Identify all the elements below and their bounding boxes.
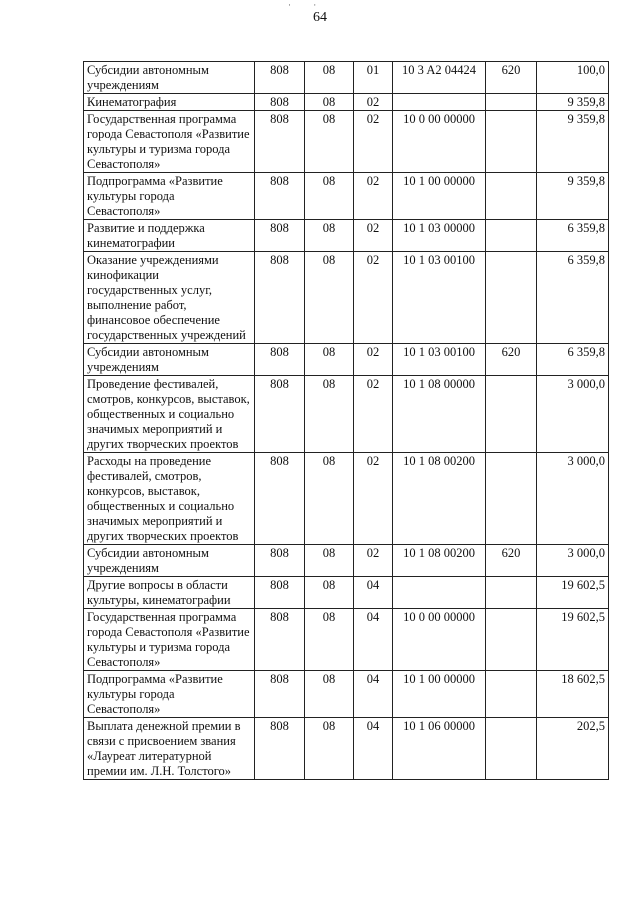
cell-section: 08 [305,718,354,780]
cell-section: 08 [305,220,354,252]
table-row [84,609,609,671]
table-row [84,577,609,609]
budget-table [83,61,609,780]
cell-section: 08 [305,609,354,671]
table-row [84,111,609,173]
cell-ministry-code: 808 [255,453,305,545]
cell-name: Проведение фестивалей, смотров, конкурсов, выставок, общественных и социально значимых мероприятий и других творческих проектов [84,376,255,453]
cell-name: Государственная программа города Севастополя «Развитие культуры и туризма города Севастополя» [84,609,255,671]
table-row [84,252,609,344]
cell-amount: 19 602,5 [537,577,609,609]
cell-section: 08 [305,173,354,220]
cell-ministry-code: 808 [255,62,305,94]
table-row [84,376,609,453]
cell-ministry-code: 808 [255,609,305,671]
cell-ministry-code: 808 [255,220,305,252]
cell-ministry-code: 808 [255,671,305,718]
cell-subsection: 01 [354,62,393,94]
table-row [84,173,609,220]
cell-amount: 3 000,0 [537,376,609,453]
page-number: 64 [313,10,327,25]
cell-expense-type [486,111,537,173]
cell-amount: 202,5 [537,718,609,780]
table-row [84,94,609,111]
table-row [84,62,609,94]
cell-expense-type [486,577,537,609]
cell-name: Развитие и поддержка кинематографии [84,220,255,252]
cell-target-article: 10 1 06 00000 [393,718,486,780]
cell-subsection: 02 [354,453,393,545]
cell-target-article: 10 0 00 00000 [393,111,486,173]
cell-subsection: 02 [354,344,393,376]
cell-target-article [393,94,486,111]
cell-subsection: 04 [354,609,393,671]
budget-table-body [84,62,609,780]
cell-expense-type [486,252,537,344]
cell-expense-type [486,220,537,252]
cell-target-article: 10 1 08 00200 [393,545,486,577]
cell-target-article: 10 1 03 00000 [393,220,486,252]
cell-amount: 9 359,8 [537,173,609,220]
cell-subsection: 02 [354,545,393,577]
cell-target-article: 10 1 00 00000 [393,173,486,220]
cell-target-article: 10 0 00 00000 [393,609,486,671]
cell-subsection: 04 [354,671,393,718]
cell-name: Субсидии автономным учреждениям [84,344,255,376]
cell-section: 08 [305,252,354,344]
cell-amount: 3 000,0 [537,545,609,577]
cell-expense-type [486,453,537,545]
cell-ministry-code: 808 [255,718,305,780]
cell-ministry-code: 808 [255,577,305,609]
cell-expense-type: 620 [486,545,537,577]
cell-amount: 19 602,5 [537,609,609,671]
cell-expense-type: 620 [486,344,537,376]
cell-name: Расходы на проведение фестивалей, смотров, конкурсов, выставок, общественных и социально значимых мероприятий и других творческих проектов [84,453,255,545]
cell-expense-type [486,671,537,718]
cell-ministry-code: 808 [255,94,305,111]
cell-amount: 3 000,0 [537,453,609,545]
cell-amount: 9 359,8 [537,94,609,111]
cell-amount: 100,0 [537,62,609,94]
cell-section: 08 [305,376,354,453]
cell-section: 08 [305,94,354,111]
cell-ministry-code: 808 [255,111,305,173]
cell-target-article: 10 1 03 00100 [393,344,486,376]
cell-name: Государственная программа города Севастополя «Развитие культуры и туризма города Севастополя» [84,111,255,173]
cell-expense-type [486,173,537,220]
cell-target-article [393,577,486,609]
cell-target-article: 10 1 03 00100 [393,252,486,344]
cell-section: 08 [305,111,354,173]
cell-subsection: 02 [354,94,393,111]
cell-name: Выплата денежной премии в связи с присвоением звания «Лауреат литературной премии им. Л.Н. Толстого» [84,718,255,780]
cell-target-article: 10 1 00 00000 [393,671,486,718]
table-row [84,671,609,718]
cell-section: 08 [305,545,354,577]
cell-name: Субсидии автономным учреждениям [84,545,255,577]
cell-target-article: 10 1 08 00000 [393,376,486,453]
cell-subsection: 02 [354,111,393,173]
cell-subsection: 02 [354,173,393,220]
cell-subsection: 04 [354,718,393,780]
cell-expense-type [486,376,537,453]
table-row [84,344,609,376]
cell-amount: 18 602,5 [537,671,609,718]
cell-expense-type: 620 [486,62,537,94]
cell-section: 08 [305,671,354,718]
cell-ministry-code: 808 [255,252,305,344]
scan-marks: · · [288,0,327,10]
cell-section: 08 [305,577,354,609]
cell-ministry-code: 808 [255,344,305,376]
cell-amount: 6 359,8 [537,220,609,252]
cell-ministry-code: 808 [255,173,305,220]
cell-subsection: 02 [354,220,393,252]
cell-name: Субсидии автономным учреждениям [84,62,255,94]
cell-target-article: 10 1 08 00200 [393,453,486,545]
cell-name: Кинематография [84,94,255,111]
cell-name: Другие вопросы в области культуры, кинематографии [84,577,255,609]
cell-amount: 9 359,8 [537,111,609,173]
cell-subsection: 04 [354,577,393,609]
cell-amount: 6 359,8 [537,252,609,344]
cell-amount: 6 359,8 [537,344,609,376]
cell-expense-type [486,609,537,671]
cell-target-article: 10 3 A2 04424 [393,62,486,94]
cell-name: Подпрограмма «Развитие культуры города Севастополя» [84,173,255,220]
table-row [84,545,609,577]
cell-section: 08 [305,62,354,94]
cell-expense-type [486,94,537,111]
cell-expense-type [486,718,537,780]
table-row [84,718,609,780]
cell-subsection: 02 [354,252,393,344]
cell-name: Подпрограмма «Развитие культуры города Севастополя» [84,671,255,718]
cell-name: Оказание учреждениями кинофикации государственных услуг, выполнение работ, финансовое обеспечение государственных учреждений [84,252,255,344]
cell-section: 08 [305,344,354,376]
cell-section: 08 [305,453,354,545]
cell-ministry-code: 808 [255,376,305,453]
cell-subsection: 02 [354,376,393,453]
table-row [84,453,609,545]
table-row [84,220,609,252]
cell-ministry-code: 808 [255,545,305,577]
